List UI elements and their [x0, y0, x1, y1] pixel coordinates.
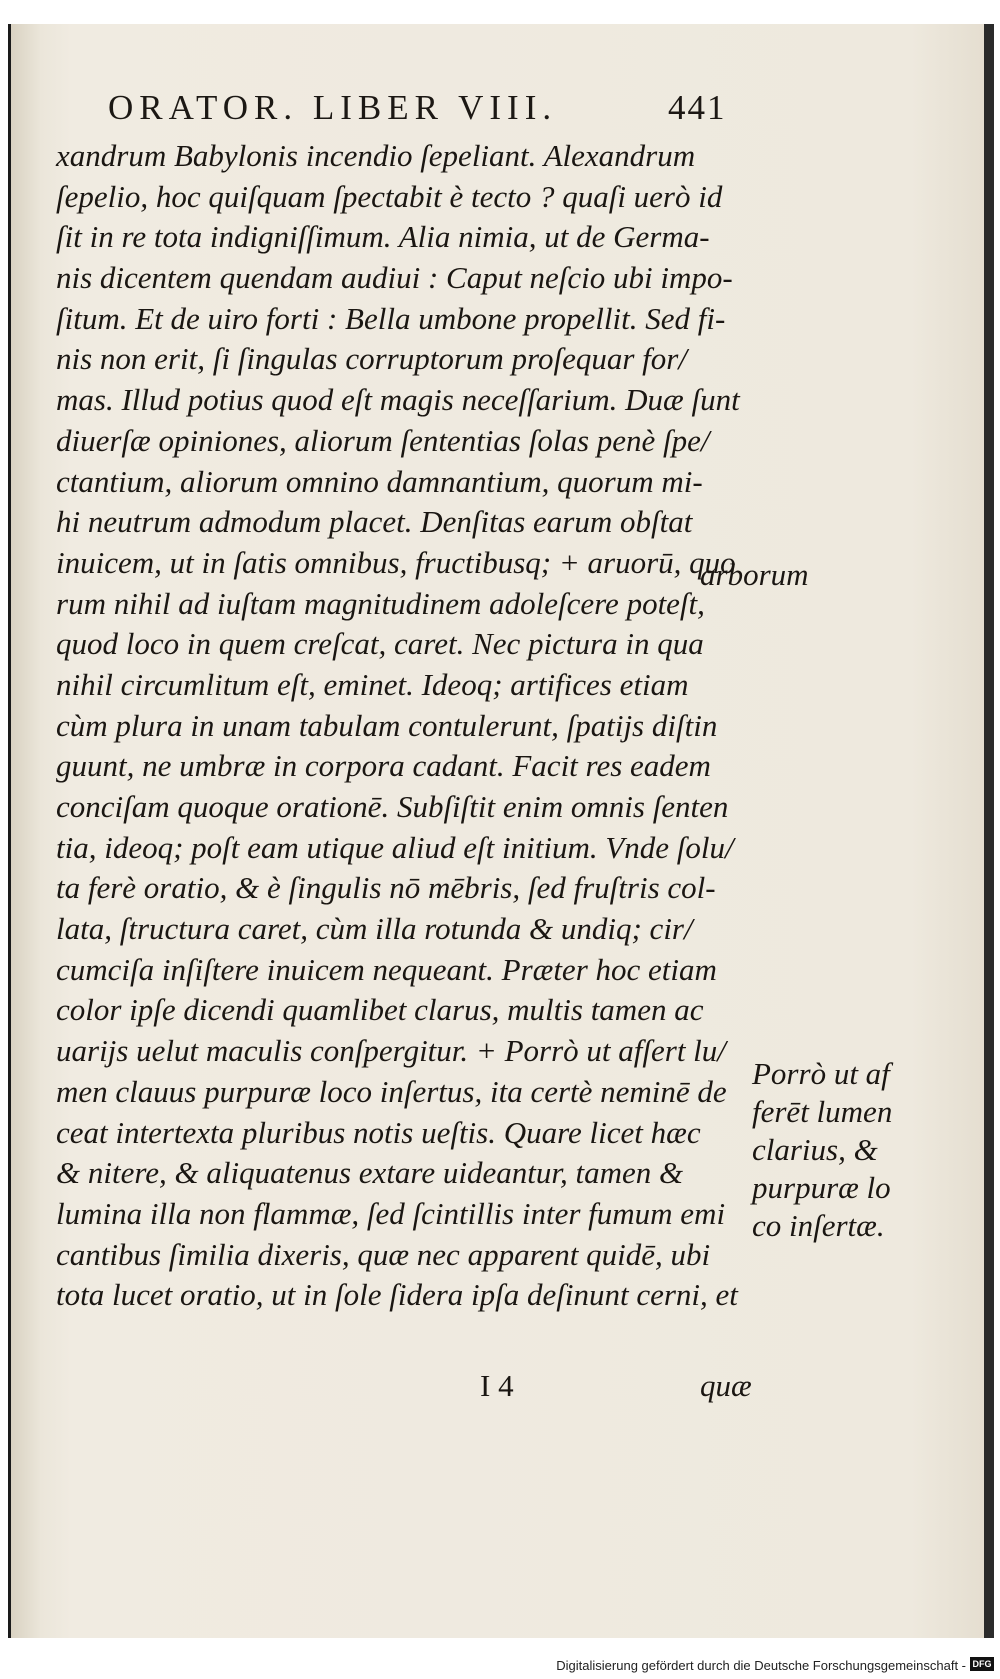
text-line: hi neutrum admodum placet. Denſitas earum obſtat — [56, 504, 693, 540]
text-line: nis dicentem quendam audiui : Caput neſcio ubi impo- — [56, 260, 733, 296]
text-line: cumciſa inſiſtere inuicem nequeant. Præter hoc etiam — [56, 951, 717, 987]
text-line: diuerſæ opiniones, aliorum ſententias ſolas penè ſpe/ — [56, 422, 710, 458]
text-line: conciſam quoque orationē. Subſiſtit enim omnis ſenten — [56, 789, 729, 824]
margin-note-line: co inſertæ. — [752, 1208, 885, 1243]
text-line: mas. Illud potius quod eſt magis neceſſarium. Duæ ſunt — [56, 382, 740, 418]
text-line: ſitum. Et de uiro forti : Bella umbone propellit. Sed fi- — [56, 300, 726, 336]
funding-credit: Digitalisierung gefördert durch die Deutsche Forschungsgemeinschaft - — [556, 1658, 966, 1673]
text-line: ceat intertexta pluribus notis ueſtis. Quare licet hæc — [56, 1114, 701, 1150]
text-line: cùm plura in unam tabulam contulerunt, ſpatijs diſtin — [56, 707, 718, 743]
text-line: & nitere, & aliquatenus extare uideantur, tamen & — [56, 1155, 684, 1191]
text-line: uarijs uelut maculis conſpergitur. + Porrò ut afſert lu/ — [56, 1033, 726, 1069]
running-title: ORATOR. LIBER VIII. — [108, 88, 558, 127]
text-line: ſit in re tota indigniſſimum. Alia nimia, ut de Germa- — [56, 219, 710, 255]
text-line: xandrum Babylonis incendio ſepeliant. Alexandrum — [56, 138, 696, 173]
text-line: men clauus purpuræ loco inſertus, ita certè neminē de — [56, 1073, 727, 1109]
margin-note-arborum: arborum — [700, 557, 809, 592]
signature-mark: I 4 — [480, 1368, 514, 1403]
text-line: color ipſe dicendi quamlibet clarus, multis tamen ac — [56, 992, 704, 1028]
margin-note-porro — [752, 1055, 892, 1245]
running-head — [108, 88, 768, 128]
text-line: ctantium, aliorum omnino damnantium, quorum mi- — [56, 463, 703, 499]
body-text — [56, 136, 776, 1316]
text-line: tota lucet oratio, ut in ſole ſidera ipſa deſinunt cerni, et — [56, 1277, 738, 1313]
text-line: lata, ſtructura caret, cùm illa rotunda & undiq; cir/ — [56, 911, 693, 947]
text-line: rum nihil ad iuſtam magnitudinem adoleſcere poteſt, — [56, 585, 705, 621]
text-line: lumina illa non flammæ, ſed ſcintillis inter fumum emi — [56, 1195, 726, 1231]
page-edge-shadow — [984, 24, 994, 1638]
text-line: guunt, ne umbræ in corpora cadant. Facit res eadem — [56, 748, 711, 784]
text-line: inuicem, ut in ſatis omnibus, fructibusq; + aruorū, quo — [56, 544, 736, 580]
margin-note-line: Porrò ut af — [752, 1056, 890, 1091]
margin-note-line: ferēt lumen — [752, 1094, 893, 1129]
page-number: 441 — [668, 88, 727, 127]
text-line: cantibus ſimilia dixeris, quæ nec apparent quidē, ubi — [56, 1236, 711, 1272]
digitization-footer — [0, 1650, 1000, 1679]
text-line: ſepelio, hoc quiſquam ſpectabit è tecto ? quaſi uerò id — [56, 178, 723, 214]
text-line: nis non erit, ſi ſingulas corruptorum proſequar for/ — [56, 341, 687, 377]
dfg-logo: DFG — [970, 1657, 994, 1671]
text-line: nihil circumlitum eſt, eminet. Ideoq; artifices etiam — [56, 666, 689, 702]
text-line: tia, ideoq; poſt eam utique aliud eſt initium. Vnde ſolu/ — [56, 829, 734, 865]
margin-note-line: clarius, & — [752, 1132, 878, 1167]
text-line: quod loco in quem creſcat, caret. Nec pictura in qua — [56, 626, 704, 662]
margin-note-line: purpuræ lo — [752, 1170, 891, 1205]
text-line: ta ferè oratio, & è ſingulis nō mēbris, ſed fruſtris col- — [56, 870, 716, 906]
catchword: quæ — [700, 1368, 752, 1403]
